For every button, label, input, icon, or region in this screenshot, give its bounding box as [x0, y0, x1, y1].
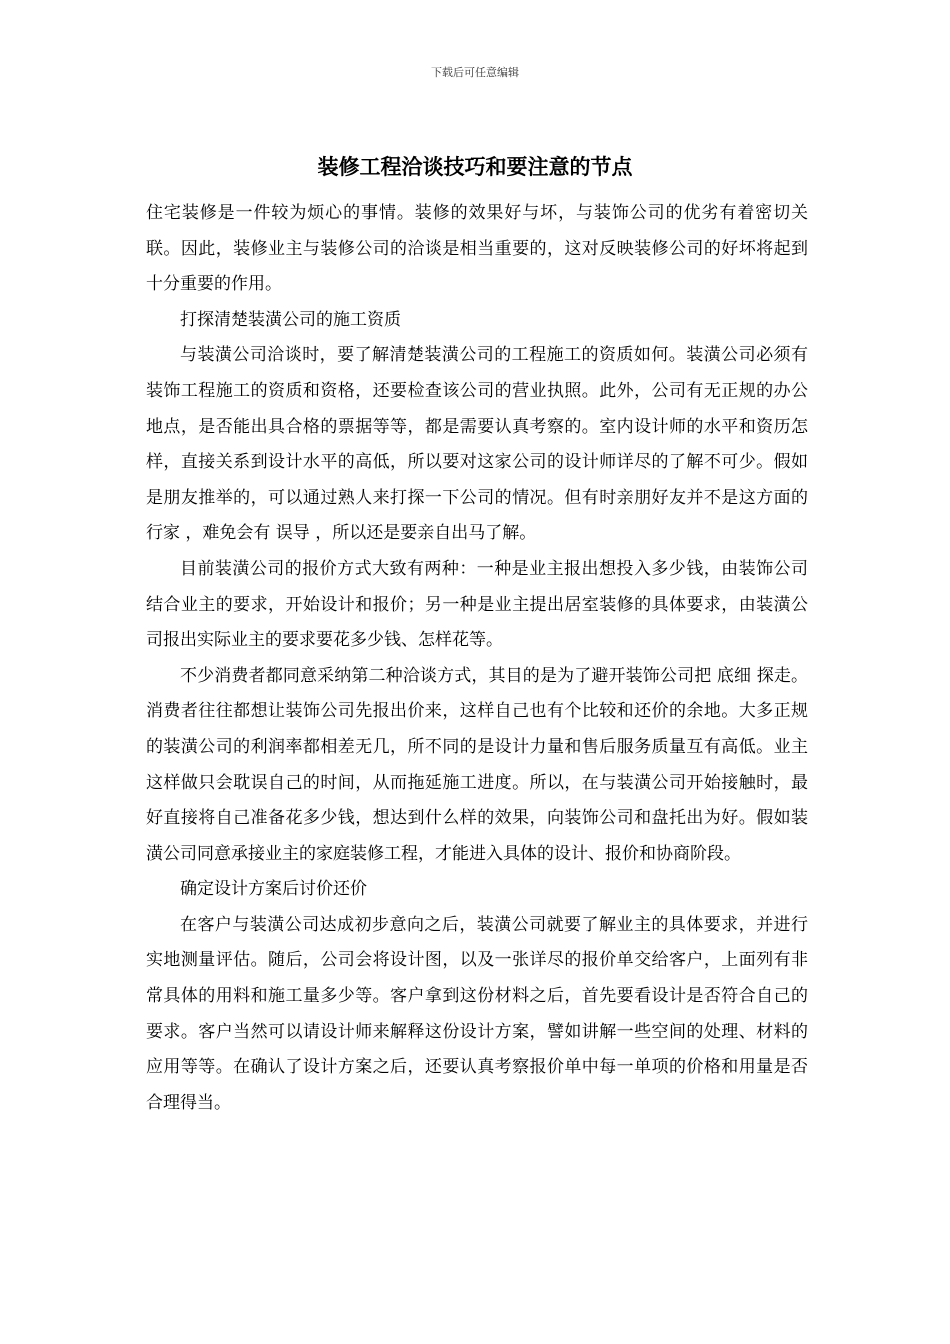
body-paragraph: 在客户与装潢公司达成初步意向之后，装潢公司就要了解业主的具体要求，并进行实地测量评估。随后，公司会将设计图，以及一张详尽的报价单交给客户，上面列有非常具体的用料和施工量多少等。客户拿到这份材料之后，首先要看设计是否符合自己的要求。客户当然可以请设计师来解释这份设计方案，譬如讲解一些空间的处理、材料的应用等等。在确认了设计方案之后，还要认真考察报价单中每一单项的价格和用量是否合理得当。 — [146, 914, 808, 1113]
section-heading-pricing: 确定设计方案后讨价还价 — [180, 879, 367, 900]
header-note: 下载后可任意编辑 — [431, 66, 519, 79]
intro-paragraph: 住宅装修是一件较为烦心的事情。装修的效果好与坏，与装饰公司的优劣有着密切关联。因此，装修业主与装修公司的洽谈是相当重要的，这对反映装修公司的好坏将起到十分重要的作用。 — [146, 203, 808, 295]
section-heading-qualification: 打探清楚装潢公司的施工资质 — [180, 309, 401, 330]
body-paragraph: 目前装潢公司的报价方式大致有两种：一种是业主报出想投入多少钱，由装饰公司结合业主的要求，开始设计和报价；另一种是业主提出居室装修的具体要求，由装潢公司报出实际业主的要求要花多少钱、怎样花等。 — [146, 558, 808, 651]
body-paragraph: 不少消费者都同意采纳第二种洽谈方式，其目的是为了避开装饰公司把 底细 探走。消费者往往都想让装饰公司先报出价来，这样自己也有个比较和还价的余地。大多正规的装潢公司的利润率都相差无几，所不同的是设计力量和售后服务质量互有高低。业主这样做只会耽误自己的时间，从而拖延施工进度。所以，在与装潢公司开始接触时，最好直接将自己准备花多少钱，想达到什么样的效果，向装饰公司和盘托出为好。假如装潢公司同意承接业主的家庭装修工程，才能进入具体的设计、报价和协商阶段。 — [146, 665, 808, 864]
document-body — [146, 196, 808, 1121]
body-paragraph: 与装潢公司洽谈时，要了解清楚装潢公司的工程施工的资质如何。装潢公司必须有装饰工程施工的资质和资格，还要检查该公司的营业执照。此外，公司有无正规的办公地点，是否能出具合格的票据等等，都是需要认真考察的。室内设计师的水平和资历怎样，直接关系到设计水平的高低，所以要对这家公司的设计师详尽的了解不可少。假如是朋友推举的，可以通过熟人来打探一下公司的情况。但有时亲朋好友并不是这方面的 行家 ，难免会有 误导 ，所以还是要亲自出马了解。 — [146, 345, 808, 544]
document-title: 装修工程洽谈技巧和要注意的节点 — [317, 154, 633, 179]
